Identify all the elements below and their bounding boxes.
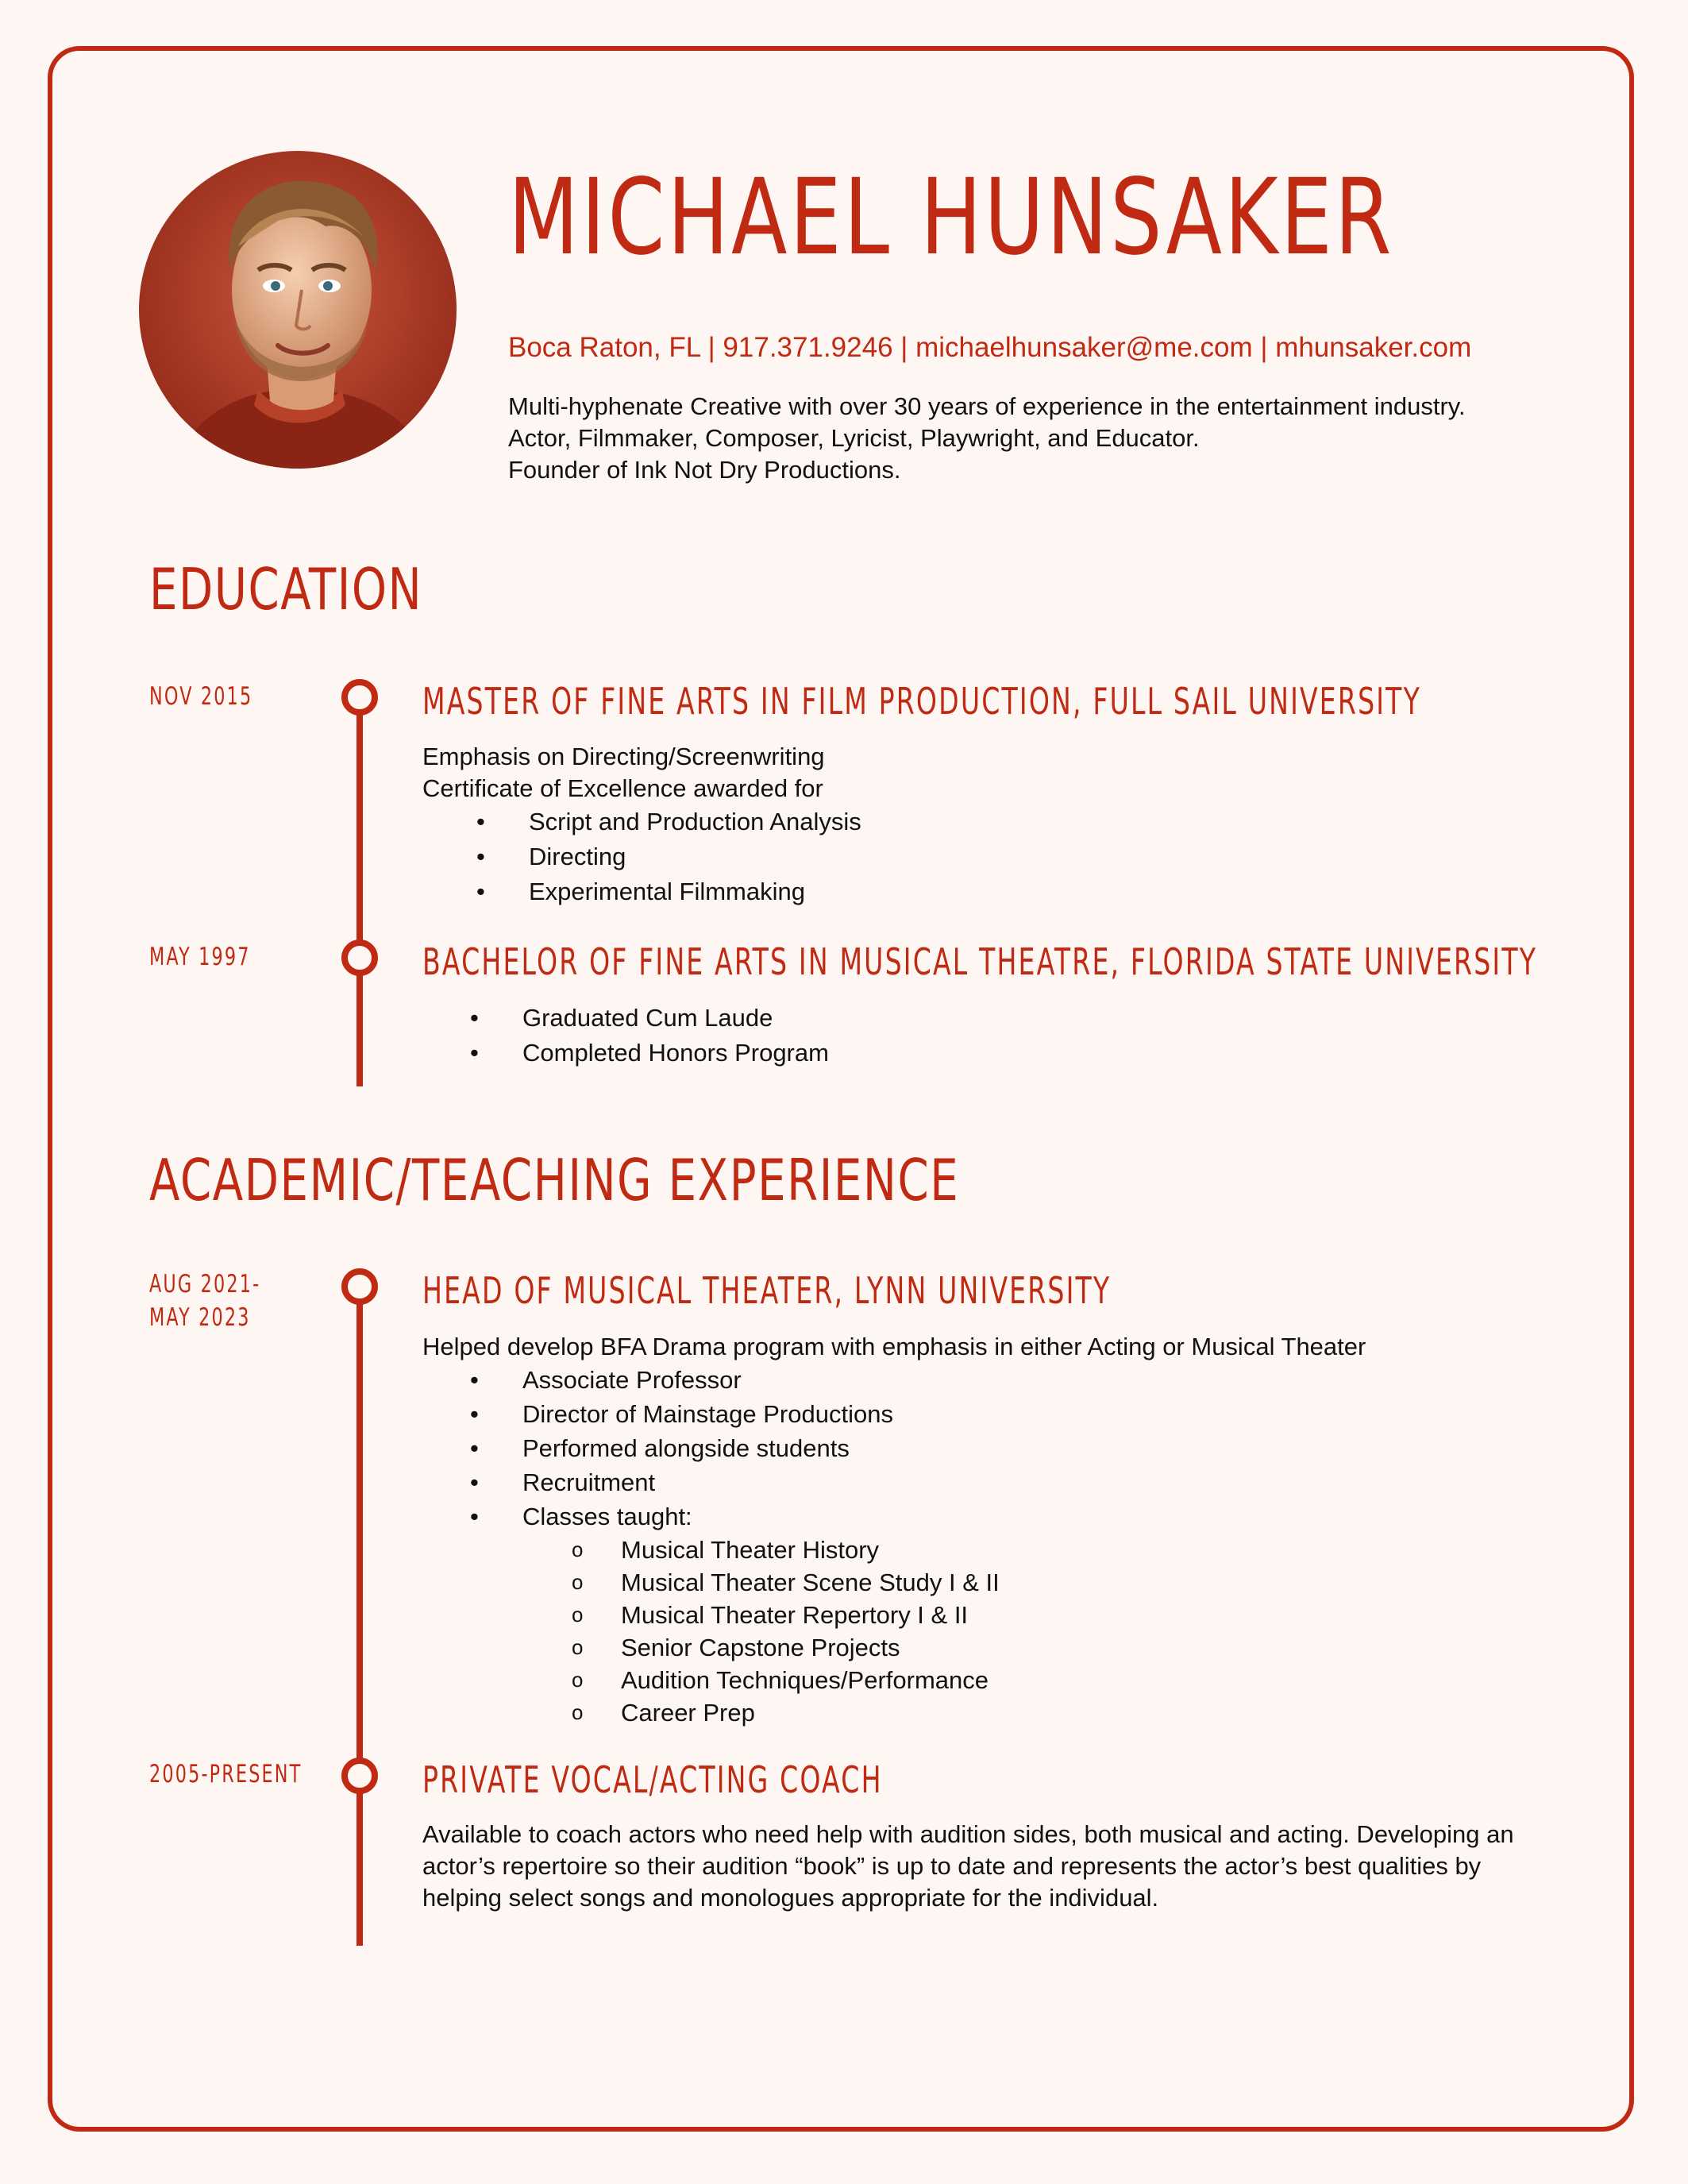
entry-line: Certificate of Excellence awarded for: [422, 774, 823, 802]
sub-bullet-marker: o: [572, 1700, 584, 1724]
timeline-line: [356, 1287, 363, 1946]
sub-list-item: [422, 1566, 1366, 1599]
entry-title: HEAD OF MUSICAL THEATER, LYNN UNIVERSITY: [422, 1269, 1112, 1312]
bullet-marker: •: [470, 1468, 479, 1496]
bullet-marker: •: [470, 1039, 479, 1067]
section-title-teaching: ACADEMIC/TEACHING EXPERIENCE: [149, 1147, 960, 1214]
entry-line: Emphasis on Directing/Screenwriting: [422, 743, 825, 770]
timeline-line: [356, 697, 363, 1086]
sub-bullet-marker: o: [572, 1570, 584, 1594]
sub-list-item-text: Audition Techniques/Performance: [621, 1666, 989, 1694]
timeline-node: [341, 1758, 378, 1794]
sub-bullet-marker: o: [572, 1538, 584, 1561]
list-item: [422, 874, 861, 909]
entry-date-line: AUG 2021-: [149, 1270, 261, 1298]
portrait-illustration: [139, 151, 457, 469]
profile-photo: [139, 151, 457, 469]
timeline-node: [341, 1268, 378, 1305]
bullet-marker: •: [470, 1004, 479, 1032]
entry-body: [422, 1819, 1550, 1914]
list-item-text: Experimental Filmmaking: [529, 878, 805, 905]
bullet-marker: •: [470, 1400, 479, 1428]
contact-info: Boca Raton, FL | 917.371.9246 | michaelhunsaker@me.com | mhunsaker.com: [508, 332, 1472, 363]
entry-title: PRIVATE VOCAL/ACTING COACH: [422, 1758, 883, 1801]
entry-date-line: MAY 2023: [149, 1303, 251, 1332]
sub-list-item-text: Musical Theater History: [621, 1536, 880, 1564]
sub-bullet-marker: o: [572, 1603, 584, 1626]
summary: [508, 391, 1466, 486]
list-item: [422, 1397, 1366, 1431]
list-item-text: Script and Production Analysis: [529, 808, 861, 835]
entry-line: Helped develop BFA Drama program with emphasis in either Acting or Musical Theater: [422, 1333, 1366, 1360]
list-item: [422, 1001, 829, 1036]
sub-list-item-text: Musical Theater Scene Study I & II: [621, 1569, 1000, 1596]
sub-list-item-text: Career Prep: [621, 1699, 755, 1727]
list-item: [422, 1431, 1366, 1465]
list-item: [422, 805, 861, 839]
list-item-text: Director of Mainstage Productions: [522, 1400, 893, 1428]
summary-line: Founder of Ink Not Dry Productions.: [508, 456, 901, 484]
entry-date: [149, 1268, 260, 1334]
sub-list-item: [422, 1664, 1366, 1696]
list-item: [422, 839, 861, 874]
list-item-text: Performed alongside students: [522, 1434, 850, 1462]
summary-line: Multi-hyphenate Creative with over 30 years of experience in the entertainment industry.: [508, 392, 1466, 420]
list-item: [422, 1363, 1366, 1397]
bullet-marker: •: [476, 843, 485, 870]
entry-body: [422, 1331, 1366, 1729]
sub-list-item: [422, 1599, 1366, 1631]
entry-paragraph: Available to coach actors who need help with audition sides, both musical and acting. Developing an actor’s repertoire so their audition “book” is up to date and represents the actor’s best qualities by helping select songs and monologues appropriate for the individual.: [422, 1820, 1514, 1912]
sub-list-item: [422, 1696, 1366, 1729]
summary-line: Actor, Filmmaker, Composer, Lyricist, Playwright, and Educator.: [508, 424, 1200, 452]
entry-title: MASTER OF FINE ARTS IN FILM PRODUCTION, FULL SAIL UNIVERSITY: [422, 680, 1421, 723]
timeline-node: [341, 679, 378, 716]
sub-list-item-text: Musical Theater Repertory I & II: [621, 1601, 969, 1629]
list-item-text: Directing: [529, 843, 626, 870]
entry-date: NOV 2015: [149, 682, 253, 711]
section-title-education: EDUCATION: [149, 556, 423, 623]
list-item-text: Graduated Cum Laude: [522, 1004, 773, 1032]
list-item: [422, 1036, 829, 1071]
bullet-marker: •: [470, 1503, 479, 1530]
bullet-marker: •: [476, 878, 485, 905]
sub-bullet-marker: o: [572, 1635, 584, 1659]
candidate-name: MICHAEL HUNSAKER: [508, 156, 1394, 279]
sub-list-item: [422, 1534, 1366, 1566]
list-item-text: Recruitment: [522, 1468, 656, 1496]
sub-list-item-text: Senior Capstone Projects: [621, 1634, 900, 1661]
list-item: [422, 1499, 1366, 1534]
entry-date: 2005-PRESENT: [149, 1760, 303, 1788]
entry-body: [422, 741, 861, 909]
sub-list-item: [422, 1631, 1366, 1664]
list-item-text: Completed Honors Program: [522, 1039, 829, 1067]
entry-body: [422, 1001, 829, 1071]
list-item-text: Classes taught:: [522, 1503, 692, 1530]
bullet-marker: •: [470, 1366, 479, 1394]
timeline-node: [341, 940, 378, 976]
list-item: [422, 1465, 1366, 1499]
entry-title: BACHELOR OF FINE ARTS IN MUSICAL THEATRE, FLORIDA STATE UNIVERSITY: [422, 940, 1538, 983]
bullet-marker: •: [470, 1434, 479, 1462]
list-item-text: Associate Professor: [522, 1366, 742, 1394]
entry-date: MAY 1997: [149, 943, 251, 971]
bullet-marker: •: [476, 808, 485, 835]
sub-bullet-marker: o: [572, 1668, 584, 1692]
